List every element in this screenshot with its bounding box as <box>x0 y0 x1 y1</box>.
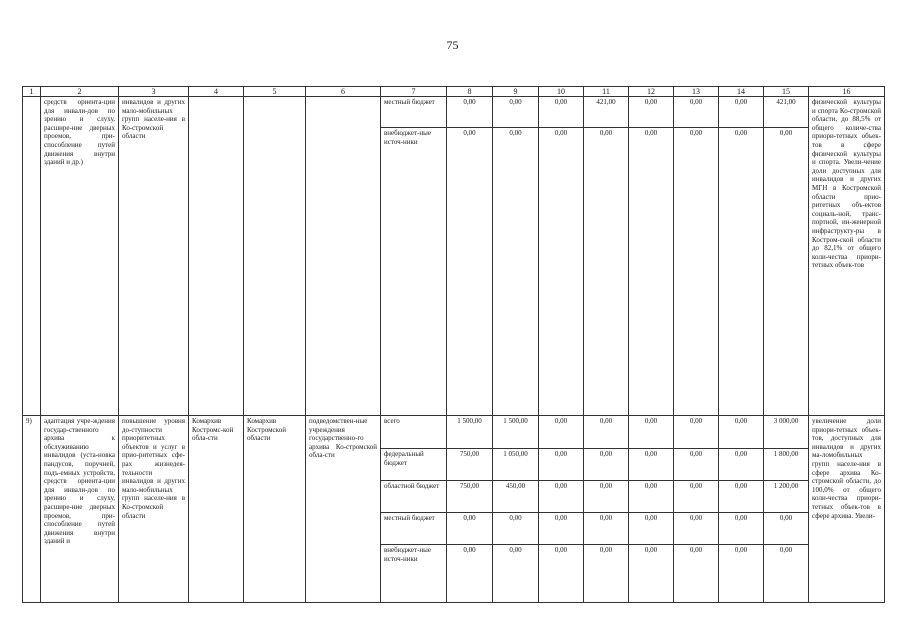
value-cell: 0,00 <box>719 513 764 545</box>
page-number: 75 <box>446 38 459 52</box>
goal-cell: повышение уровня до-ступности приоритетных объектов и услуг в прио-ритетных сфе-рах жизнедея-тельности инвалидов и других мало-мобильных групп населе-ния в Ко-стромской области <box>119 416 189 603</box>
value-cell: 0,00 <box>584 545 629 603</box>
table-row <box>23 97 885 128</box>
value-cell: 0,00 <box>764 545 809 603</box>
value-cell: 0,00 <box>629 128 674 416</box>
funding-source-label: федеральный бюджет <box>381 449 447 481</box>
value-cell: 0,00 <box>629 97 674 128</box>
value-cell: 750,00 <box>447 481 493 513</box>
table-row <box>23 416 885 449</box>
header-cell: 8 <box>447 87 493 97</box>
header-cell: 16 <box>809 87 885 97</box>
value-cell: 421,00 <box>764 97 809 128</box>
value-cell: 0,00 <box>584 449 629 481</box>
value-cell: 421,00 <box>584 97 629 128</box>
value-cell: 0,00 <box>719 449 764 481</box>
value-cell: 0,00 <box>584 481 629 513</box>
value-cell: 1 050,00 <box>493 449 539 481</box>
value-cell: 0,00 <box>629 416 674 449</box>
value-cell: 0,00 <box>447 128 493 416</box>
header-row <box>23 87 885 97</box>
value-cell: 1 200,00 <box>764 481 809 513</box>
value-cell: 0,00 <box>719 97 764 128</box>
value-cell: 0,00 <box>719 416 764 449</box>
value-cell: 0,00 <box>539 545 584 603</box>
value-cell: 0,00 <box>629 449 674 481</box>
value-cell: 0,00 <box>539 481 584 513</box>
value-cell: 0,00 <box>674 449 719 481</box>
result-cell: увеличение доли приори-тетных объек-тов, доступных для инвалидов и других ма-ломобильных групп населе-ния в сфере архива Ко-стромской области, до 100,0% от общего коли-чества приори-тетных объек-тов в сфере архива. Увели- <box>809 416 885 603</box>
value-cell: 0,00 <box>493 545 539 603</box>
number-cell <box>23 97 41 416</box>
value-cell: 0,00 <box>539 128 584 416</box>
header-cell: 15 <box>764 87 809 97</box>
value-cell: 0,00 <box>447 545 493 603</box>
header-cell: 12 <box>629 87 674 97</box>
header-cell: 7 <box>381 87 447 97</box>
value-cell: 0,00 <box>539 416 584 449</box>
funding-source-label: внебюджет-ные источ-ники <box>381 545 447 603</box>
value-cell: 450,00 <box>493 481 539 513</box>
value-cell: 0,00 <box>764 128 809 416</box>
event-name-cell: адаптация учре-ждения государ-ственного архива к обслуживанию инвалидов (уста-новка пандусов, поручней, подъ-емных устройств, средств ориента-ции для инвали-дов по зрению и слуху, расшире-ние дверных проемов, при-способление путей движения внутри зданий и <box>41 416 119 603</box>
value-cell: 0,00 <box>539 97 584 128</box>
header-cell: 14 <box>719 87 764 97</box>
value-cell: 0,00 <box>493 97 539 128</box>
header-cell: 4 <box>189 87 244 97</box>
participant-cell <box>306 97 381 416</box>
value-cell: 0,00 <box>584 128 629 416</box>
coexecutor-cell: Комархив Костромской области <box>244 416 306 603</box>
program-table <box>22 86 885 603</box>
event-name-cell: средств ориента-ции для инвали-дов по зрению и слуху, расшире-ние дверных проемов, при-способление путей движения внутри зданий и др.) <box>41 97 119 416</box>
number-cell: 9) <box>23 416 41 603</box>
funding-source-label: областной бюджет <box>381 481 447 513</box>
value-cell: 0,00 <box>539 513 584 545</box>
value-cell: 0,00 <box>674 97 719 128</box>
goal-cell: инвалидов и других мало-мобильных групп населе-ния в Ко-стромской области <box>119 97 189 416</box>
value-cell: 0,00 <box>493 513 539 545</box>
header-cell: 3 <box>119 87 189 97</box>
value-cell: 0,00 <box>674 128 719 416</box>
header-cell: 9 <box>493 87 539 97</box>
funding-source-label: внебюджет-ные источ-ники <box>381 128 447 416</box>
value-cell: 3 000,00 <box>764 416 809 449</box>
value-cell: 0,00 <box>539 449 584 481</box>
responsible-cell: Комархив Костромс-кой обла-сти <box>189 416 244 603</box>
funding-source-label: местный бюджет <box>381 513 447 545</box>
value-cell: 0,00 <box>719 545 764 603</box>
value-cell: 0,00 <box>719 481 764 513</box>
value-cell: 1 800,00 <box>764 449 809 481</box>
header-cell: 11 <box>584 87 629 97</box>
participant-cell: подведомствен-ные учреждения государственно-го архива Ко-стромской обла-сти <box>306 416 381 603</box>
funding-source-label: местный бюджет <box>381 97 447 128</box>
value-cell: 0,00 <box>629 513 674 545</box>
value-cell: 0,00 <box>629 545 674 603</box>
header-cell: 6 <box>306 87 381 97</box>
value-cell: 1 500,00 <box>493 416 539 449</box>
value-cell: 0,00 <box>584 416 629 449</box>
value-cell: 0,00 <box>493 128 539 416</box>
value-cell: 1 500,00 <box>447 416 493 449</box>
result-cell: физической культуры и спорта Ко-стромской области, до 88,5% от общего количе-ства приори-тетных объек-тов в сфере физической культуры и спорта. Увели-чение доли доступных для инвалидов и других МГН в Костромской области прио-ритетных объ-ектов социаль-ной, транс-портной, ин-женерной инфраструкту-ры в Костром-ской области до 82,1% от общего коли-чества приори-тетных объек-тов <box>809 97 885 416</box>
value-cell: 0,00 <box>764 513 809 545</box>
responsible-cell <box>189 97 244 416</box>
header-cell: 10 <box>539 87 584 97</box>
value-cell: 0,00 <box>584 513 629 545</box>
header-cell: 13 <box>674 87 719 97</box>
value-cell: 0,00 <box>674 481 719 513</box>
header-cell: 2 <box>41 87 119 97</box>
value-cell: 750,00 <box>447 449 493 481</box>
value-cell: 0,00 <box>719 128 764 416</box>
value-cell: 0,00 <box>674 513 719 545</box>
value-cell: 0,00 <box>629 481 674 513</box>
value-cell: 0,00 <box>674 416 719 449</box>
header-cell: 5 <box>244 87 306 97</box>
value-cell: 0,00 <box>447 97 493 128</box>
funding-source-label: всего <box>381 416 447 449</box>
value-cell: 0,00 <box>447 513 493 545</box>
value-cell: 0,00 <box>674 545 719 603</box>
coexecutor-cell <box>244 97 306 416</box>
header-cell: 1 <box>23 87 41 97</box>
